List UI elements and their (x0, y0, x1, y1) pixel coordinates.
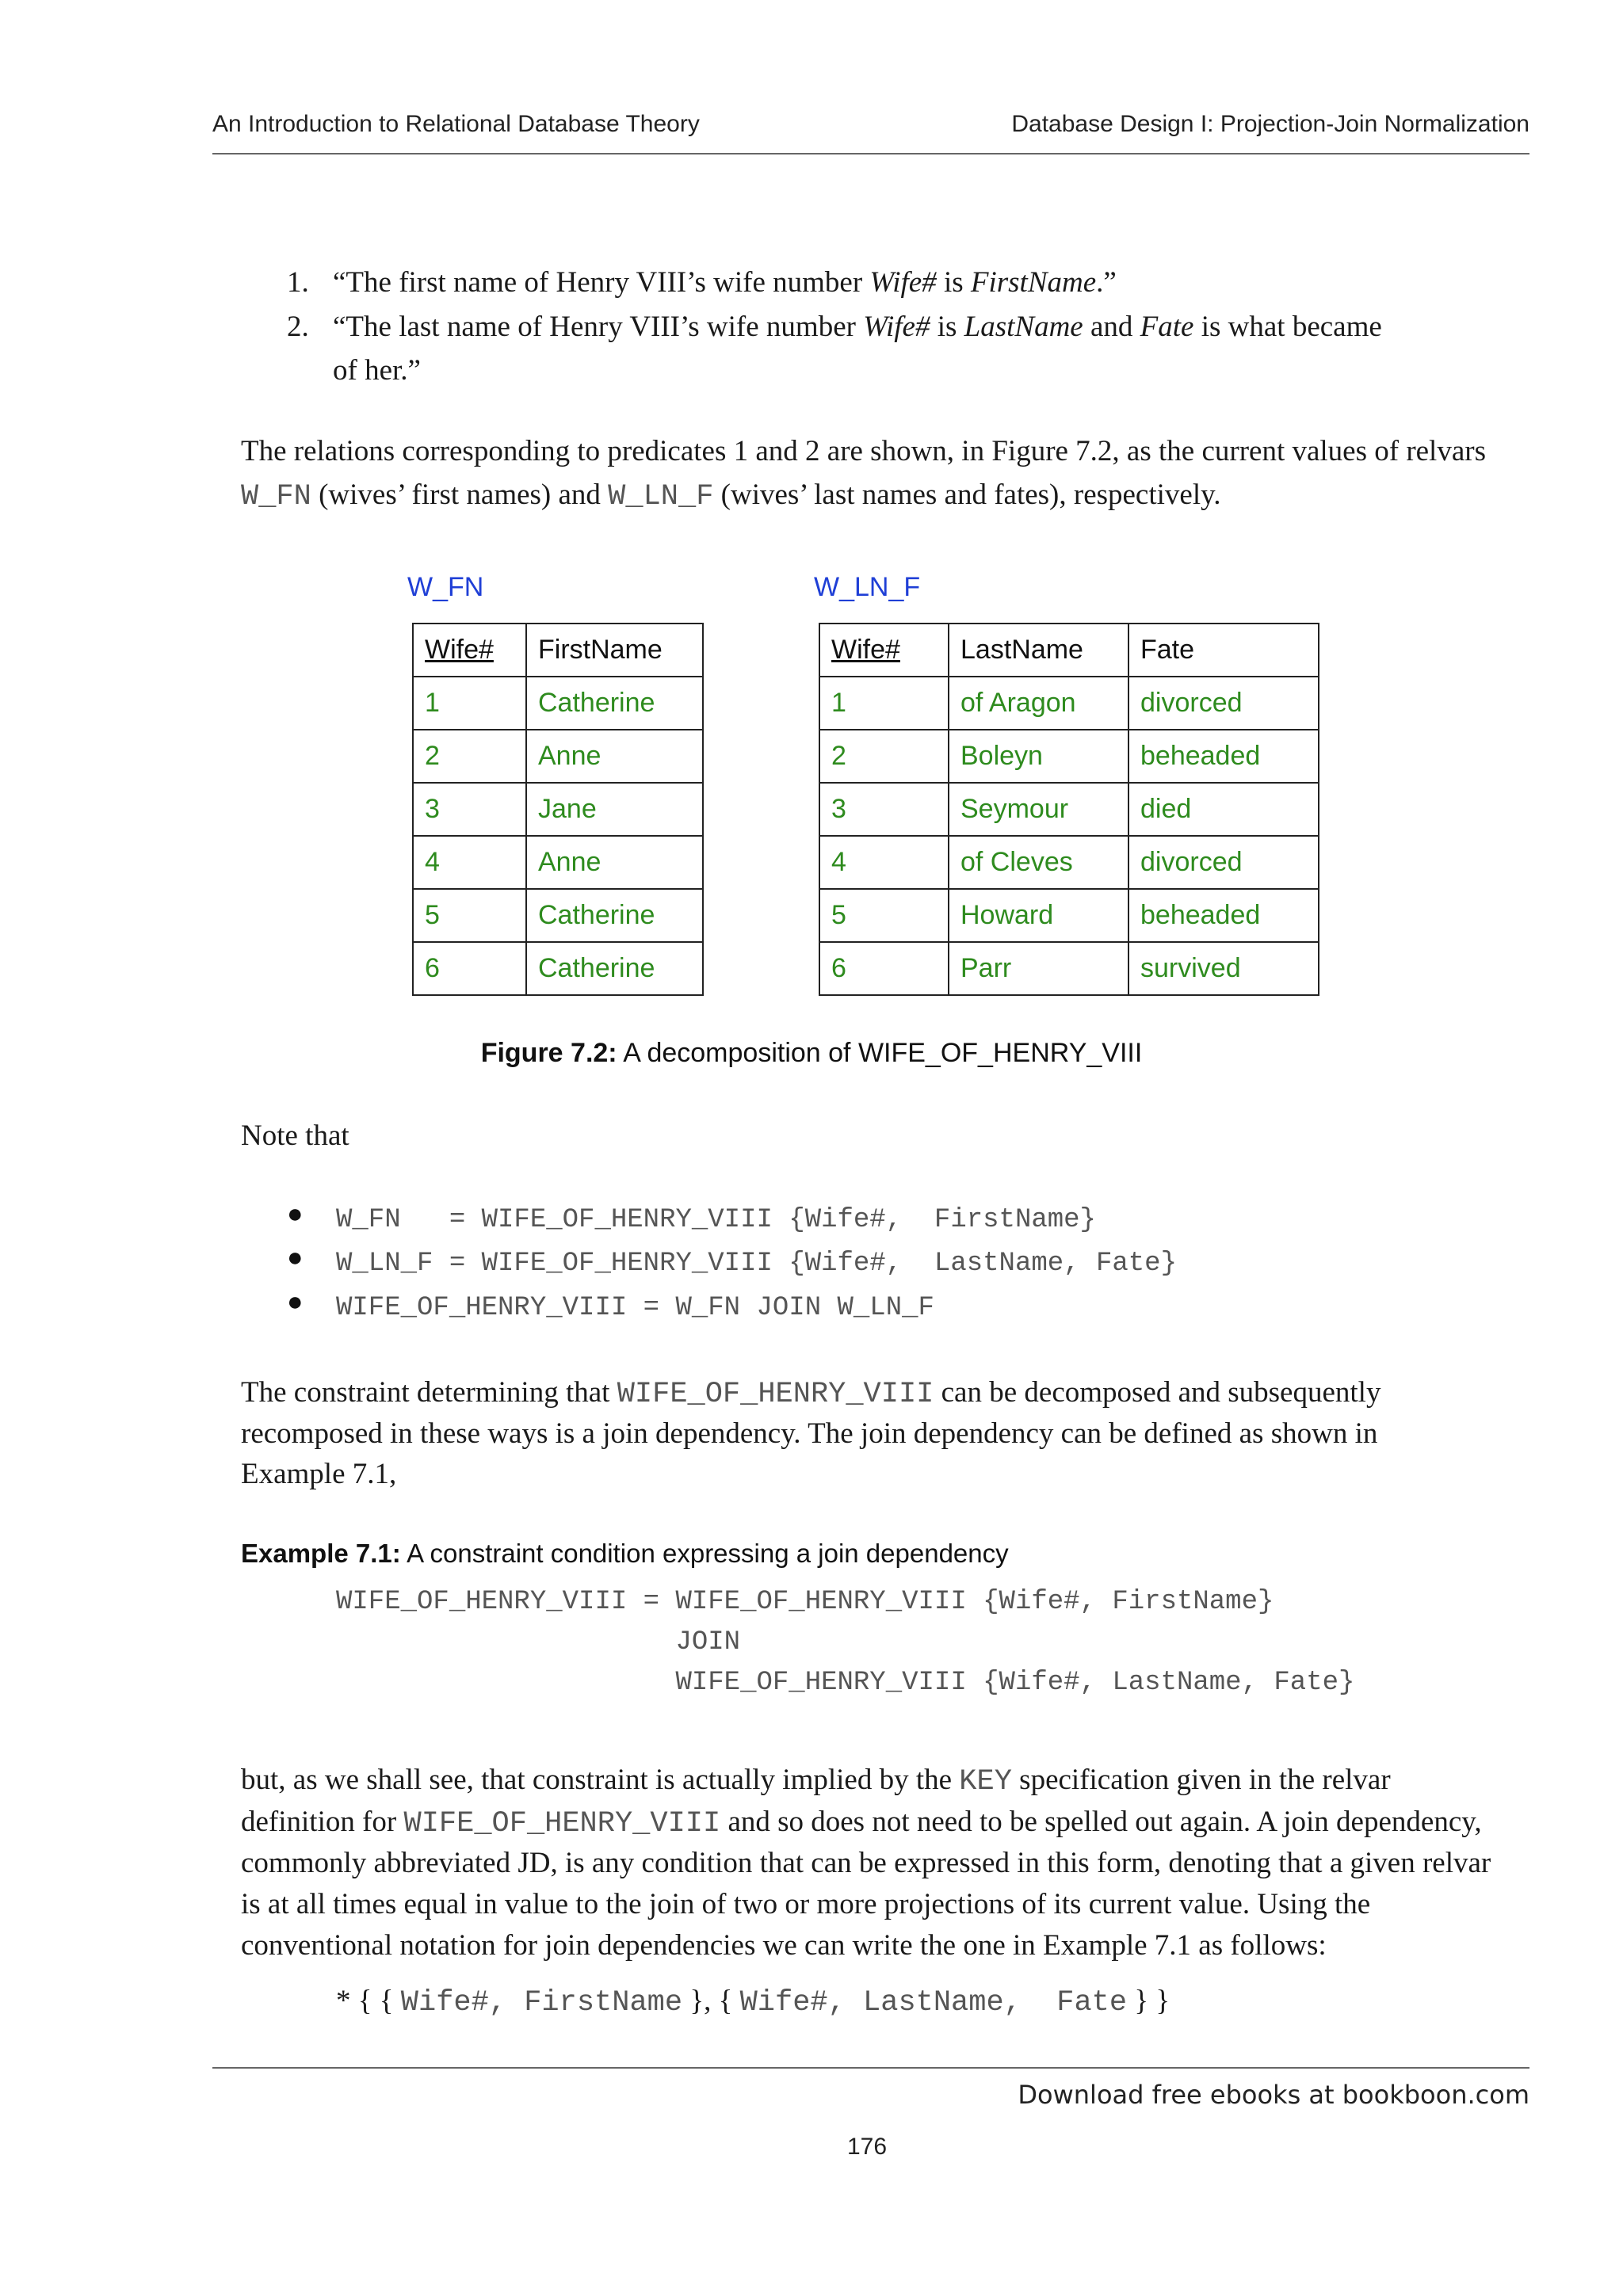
table-cell: 6 (819, 942, 949, 995)
table-cell: 3 (819, 783, 949, 836)
table-cell: divorced (1128, 677, 1319, 730)
note-that: Note that (241, 1119, 349, 1152)
download-link[interactable]: Download free ebooks at bookboon.com (1018, 2080, 1529, 2110)
paragraph-3-line-4: is at all times equal in value to the join of two or more projections of its current value. Using the (241, 1888, 1371, 1920)
table-cell: Catherine (526, 942, 703, 995)
footer-rule (212, 2067, 1529, 2069)
figure-caption: Figure 7.2: A decomposition of WIFE_OF_HENRY_VIII (480, 1038, 1143, 1068)
table-cell: died (1128, 783, 1319, 836)
table-cell: Howard (949, 889, 1128, 942)
table-cell: Anne (526, 730, 703, 783)
page-number: 176 (846, 2134, 888, 2160)
column-header: Wife# (413, 624, 526, 677)
table-cell: 1 (413, 677, 526, 730)
table-header-row (819, 624, 1319, 677)
table-row (819, 889, 1319, 942)
column-header: Fate (1128, 624, 1319, 677)
table-cell: 2 (413, 730, 526, 783)
paragraph-3-line-1: but, as we shall see, that constraint is actually implied by the KEY specification given in the relvar (241, 1764, 1391, 1798)
example-code-line-3: WIFE_OF_HENRY_VIII {Wife#, LastName, Fate} (336, 1668, 1355, 1698)
w-fn-title: W_FN (407, 572, 484, 602)
w-fn-table (412, 623, 704, 996)
table-cell: Catherine (526, 677, 703, 730)
bullet-icon: ● (287, 1243, 304, 1272)
table-cell: Jane (526, 783, 703, 836)
table-row (819, 942, 1319, 995)
table-cell: of Cleves (949, 836, 1128, 889)
table-cell: divorced (1128, 836, 1319, 889)
bullet-item-3: WIFE_OF_HENRY_VIII = W_FN JOIN W_LN_F (336, 1293, 934, 1323)
example-heading: Example 7.1: A constraint condition expressing a join dependency (241, 1539, 1009, 1568)
table-cell: 5 (413, 889, 526, 942)
bullet-icon: ● (287, 1287, 304, 1317)
table-cell: beheaded (1128, 730, 1319, 783)
table-cell: Catherine (526, 889, 703, 942)
paragraph-2-line-1: The constraint determining that WIFE_OF_HENRY_VIII can be decomposed and subsequently (241, 1376, 1381, 1411)
table-header-row (413, 624, 703, 677)
table-row (819, 836, 1319, 889)
paragraph-1-line-2: W_FN (wives’ first names) and W_LN_F (wives’ last names and fates), respectively. (241, 479, 1221, 513)
table-cell: 4 (819, 836, 949, 889)
table-cell: 1 (819, 677, 949, 730)
paragraph-3-line-2: definition for WIFE_OF_HENRY_VIII and so does not need to be spelled out again. A join dependency, (241, 1806, 1482, 1840)
bullet-icon: ● (287, 1199, 304, 1229)
table-cell: beheaded (1128, 889, 1319, 942)
predicate-2-continued: of her.” (333, 354, 421, 387)
predicate-2: 2. “The last name of Henry VIII’s wife number Wife# is LastName and Fate is what became (287, 311, 1382, 343)
column-header: FirstName (526, 624, 703, 677)
running-header-right: Database Design I: Projection-Join Normalization (1011, 111, 1529, 137)
running-header-left: An Introduction to Relational Database Theory (212, 111, 700, 137)
table-row (819, 730, 1319, 783)
bullet-item-1: W_FN = WIFE_OF_HENRY_VIII {Wife#, FirstName} (336, 1205, 1096, 1235)
example-code-line-2: JOIN (336, 1627, 741, 1657)
table-cell: 3 (413, 783, 526, 836)
table-cell: 4 (413, 836, 526, 889)
predicate-1: 1. “The first name of Henry VIII’s wife number Wife# is FirstName.” (287, 266, 1117, 299)
paragraph-3-line-5: conventional notation for join dependencies we can write the one in Example 7.1 as follows: (241, 1929, 1327, 1962)
table-row (413, 730, 703, 783)
column-header: LastName (949, 624, 1128, 677)
table-cell: of Aragon (949, 677, 1128, 730)
table-row (413, 677, 703, 730)
column-header: Wife# (819, 624, 949, 677)
table-cell: 5 (819, 889, 949, 942)
table-cell: Boleyn (949, 730, 1128, 783)
table-row (819, 677, 1319, 730)
table-row (819, 783, 1319, 836)
paragraph-1-line-1: The relations corresponding to predicates 1 and 2 are shown, in Figure 7.2, as the current values of relvars (241, 435, 1486, 467)
table-cell: Anne (526, 836, 703, 889)
paragraph-2-line-3: Example 7.1, (241, 1458, 397, 1490)
w-ln-f-title: W_LN_F (814, 572, 921, 602)
table-cell: survived (1128, 942, 1319, 995)
example-code-line-1: WIFE_OF_HENRY_VIII = WIFE_OF_HENRY_VIII {Wife#, FirstName} (336, 1587, 1274, 1617)
bullet-item-2: W_LN_F = WIFE_OF_HENRY_VIII {Wife#, LastName, Fate} (336, 1249, 1177, 1279)
table-row (413, 942, 703, 995)
paragraph-3-line-3: commonly abbreviated JD, is any condition that can be expressed in this form, denoting that a given relvar (241, 1847, 1491, 1879)
paragraph-2-line-2: recomposed in these ways is a join dependency. The join dependency can be defined as shown in (241, 1417, 1378, 1450)
table-cell: 6 (413, 942, 526, 995)
table-cell: Parr (949, 942, 1128, 995)
jd-notation: * { { Wife#, FirstName }, { Wife#, LastName, Fate } } (336, 1985, 1170, 2019)
w-ln-f-table (819, 623, 1319, 996)
table-row (413, 889, 703, 942)
table-row (413, 783, 703, 836)
table-row (413, 836, 703, 889)
table-cell: Seymour (949, 783, 1128, 836)
header-rule (212, 153, 1529, 154)
table-cell: 2 (819, 730, 949, 783)
